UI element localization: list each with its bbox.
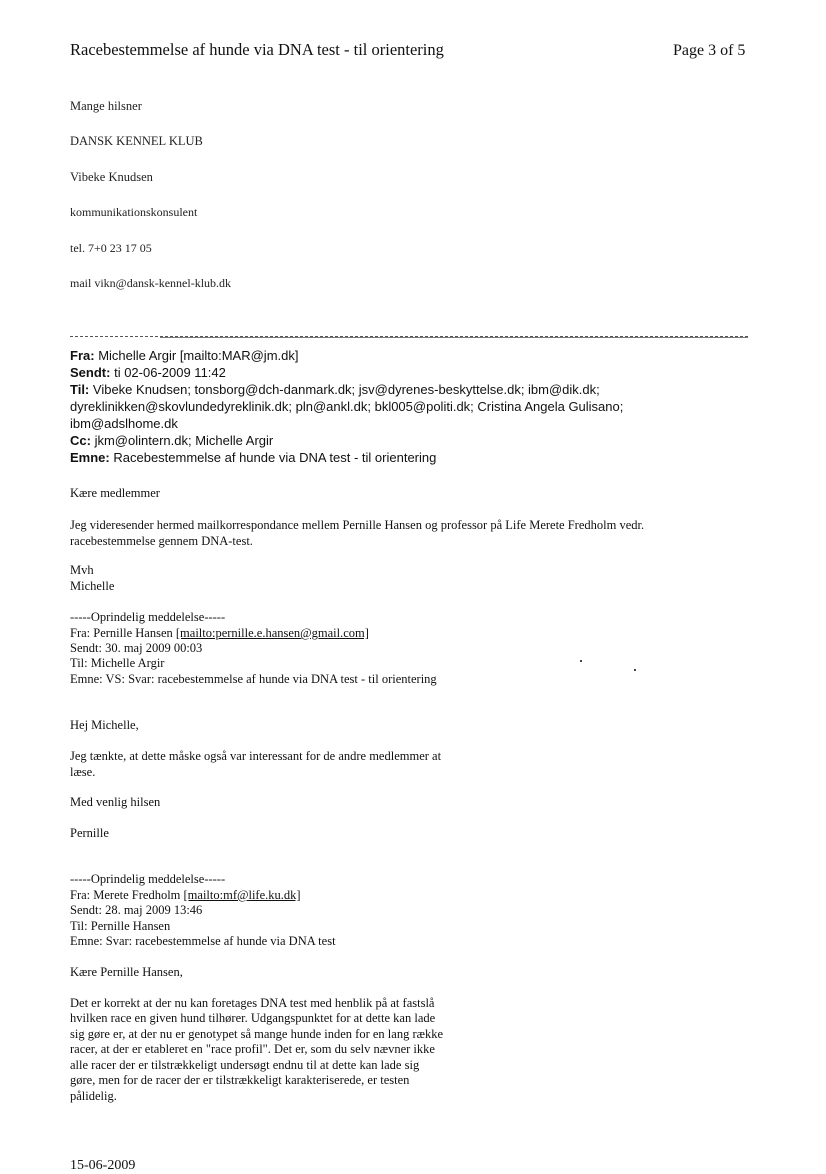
page-number: Page 3 of 5 xyxy=(673,42,746,59)
orig2-marker: -----Oprindelig meddelelse----- xyxy=(70,872,226,886)
subject-label: Emne: xyxy=(70,450,110,465)
sent-label: Sendt: xyxy=(70,365,111,380)
subject-value: Racebestemmelse af hunde via DNA test - til orientering xyxy=(113,450,437,465)
orig1-marker: -----Oprindelig meddelelse----- xyxy=(70,610,226,624)
orig1-from xyxy=(70,625,369,641)
orig2-from-link[interactable]: [mailto:mf@life.ku.dk] xyxy=(183,888,301,902)
orig2-body-line: alle racer der er tilstrækkeligt undersøgt endnu til at dette kan lade sig xyxy=(70,1058,420,1072)
cc-label: Cc: xyxy=(70,433,91,448)
footer-date: 15-06-2009 xyxy=(70,1158,136,1173)
orig1-closing: Med venlig hilsen xyxy=(70,795,161,809)
orig2-subject: Emne: Svar: racebestemmelse af hunde via DNA test xyxy=(70,934,336,948)
to-value-line3: ibm@adslhome.dk xyxy=(70,416,178,431)
mail1-closing: Mvh xyxy=(70,563,94,577)
signature-org: DANSK KENNEL KLUB xyxy=(70,134,203,148)
orig2-sent: Sendt: 28. maj 2009 13:46 xyxy=(70,903,203,917)
orig1-body-line1: Jeg tænkte, at dette måske også var interessant for de andre medlemmer at xyxy=(70,749,442,763)
sent-value: ti 02-06-2009 11:42 xyxy=(114,365,226,380)
mail-cc-row xyxy=(70,432,710,449)
orig2-body-line: sig gøre er, at der nu er genotypet så mange hunde inden for en lang række xyxy=(70,1027,443,1041)
from-value: Michelle Argir [mailto:MAR@jm.dk] xyxy=(98,348,299,363)
signature-mail: mail vikn@dansk-kennel-klub.dk xyxy=(70,276,232,290)
orig1-subject: Emne: VS: Svar: racebestemmelse af hunde via DNA test - til orientering xyxy=(70,672,437,686)
orig2-body-line: hvilken race en given hund tilhører. Udgangspunktet for at dette kan lade xyxy=(70,1011,436,1025)
mail-header-block xyxy=(70,347,710,466)
from-label: Fra: xyxy=(70,348,95,363)
mail-sent-row xyxy=(70,364,710,381)
mail-subject-row xyxy=(70,449,710,466)
scan-speck xyxy=(634,669,636,671)
orig1-name: Pernille xyxy=(70,826,109,840)
orig2-body-line: pålidelig. xyxy=(70,1089,117,1103)
orig2-from-prefix: Fra: Merete Fredholm xyxy=(70,888,184,902)
signature-name: Vibeke Knudsen xyxy=(70,170,153,184)
orig2-body-line: racer, at der er etableret en "race profil". Det er, som du selv nævner ikke xyxy=(70,1042,435,1056)
page-header-title: Racebestemmelse af hunde via DNA test - til orientering xyxy=(70,40,444,59)
mail1-closing-name: Michelle xyxy=(70,579,115,593)
orig2-greeting: Kære Pernille Hansen, xyxy=(70,965,183,979)
signature-greeting: Mange hilsner xyxy=(70,99,142,113)
mail1-body-line1: Jeg videresender hermed mailkorrespondance mellem Pernille Hansen og professor på Life Merete Fredholm vedr. xyxy=(70,518,645,532)
orig1-from-link[interactable]: [mailto:pernille.e.hansen@gmail.com] xyxy=(175,626,369,640)
mail-to-row xyxy=(70,381,710,398)
orig2-from xyxy=(70,887,301,903)
separator-line-solid xyxy=(160,337,748,338)
to-value-line1: Vibeke Knudsen; tonsborg@dch-danmark.dk; jsv@dyrenes-beskyttelse.dk; ibm@dik.dk; xyxy=(92,382,600,397)
signature-role: kommunikationskonsulent xyxy=(70,205,198,219)
to-value-line2: dyreklinikken@skovlundedyreklinik.dk; pln@ankl.dk; bkl005@politi.dk; Cristina Angela Gulisano; xyxy=(70,399,624,414)
orig1-from-prefix: Fra: Pernille Hansen xyxy=(70,626,176,640)
orig1-sent: Sendt: 30. maj 2009 00:03 xyxy=(70,641,203,655)
orig2-to: Til: Pernille Hansen xyxy=(70,919,171,933)
signature-tel: tel. 7+0 23 17 05 xyxy=(70,241,152,255)
cc-value: jkm@olintern.dk; Michelle Argir xyxy=(94,433,274,448)
mail1-salutation: Kære medlemmer xyxy=(70,486,160,500)
orig2-body-line: gøre, men for de racer der er tilstrækkeligt karakteriserede, er testen xyxy=(70,1073,410,1087)
orig1-greeting: Hej Michelle, xyxy=(70,718,139,732)
to-label: Til: xyxy=(70,382,90,397)
orig1-body-line2: læse. xyxy=(70,765,96,779)
mail-from-row xyxy=(70,347,710,364)
scan-speck xyxy=(580,660,582,662)
orig1-to: Til: Michelle Argir xyxy=(70,656,165,670)
orig2-body-line: Det er korrekt at der nu kan foretages DNA test med henblik på at fastslå xyxy=(70,996,435,1010)
mail1-body-line2: racebestemmelse gennem DNA-test. xyxy=(70,534,253,548)
